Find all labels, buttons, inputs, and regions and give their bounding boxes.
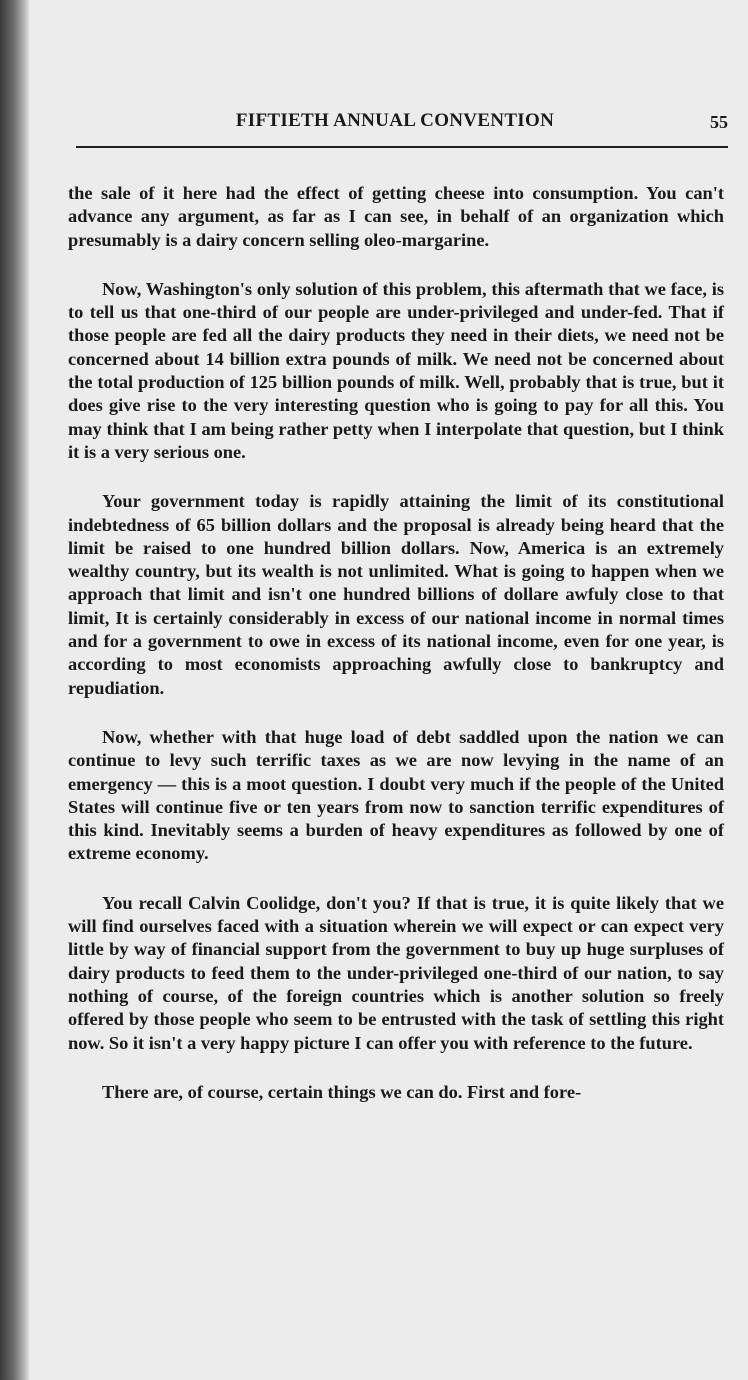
paragraph-3: Your government today is rapidly attaining the limit of its constitutional indebtedness of 65 billion dollars and the proposal is already being heard that the limit be raised to one hundred billion dollars. Now, America is an extremely wealthy country, but its wealth is not unlimited. What is going to happen when we approach that limit and isn't one hundred billions of dollare awfuly close to that limit, It is certainly considerably in excess of our national income in normal times and for a government to owe in excess of its national income, even for one year, is according to most economists approaching awfully close to bankruptcy and repudiation. xyxy=(68,491,724,698)
paragraph-6: There are, of course, certain things we can do. First and fore- xyxy=(102,1081,582,1102)
paragraph-4: Now, whether with that huge load of debt saddled upon the nation we can continue to levy such terrific taxes as we are now levying in the name of an emergency — this is a moot question. I doubt very much if the people of the United States will continue five or ten years from now to sanction terrific expenditures of this kind. Inevitably seems a burden of heavy expenditures as followed by one of extreme economy. xyxy=(68,726,724,864)
header-rule xyxy=(76,146,728,148)
page-header xyxy=(60,106,730,136)
paragraph-5: You recall Calvin Coolidge, don't you? If that is true, it is quite likely that we will find ourselves faced with a situation wherein we will expect or can expect very little by way of financial support from the government to buy up huge surpluses of dairy products to feed them to the under-privileged one-third of our nation, to say nothing of course, of the foreign countries which is another solution so freely offered by those people who seem to be entrusted with the task of settling this right now. So it isn't a very happy picture I can offer you with reference to the future. xyxy=(68,892,724,1053)
body-text xyxy=(68,182,724,1130)
paragraph-1: the sale of it here had the effect of getting cheese into consumption. You can't advance any argument, as far as I can see, in behalf of an organization which presumably is a dairy concern selling oleo-margarine. xyxy=(68,183,724,250)
book-binding-shadow xyxy=(0,0,30,1380)
running-title: FIFTIETH ANNUAL CONVENTION xyxy=(235,110,555,131)
page-number: 55 xyxy=(710,112,728,132)
paragraph-2: Now, Washington's only solution of this problem, this aftermath that we face, is to tell us that one-third of our people are under-privileged and under-fed. That if those people are fed all the dairy products they need in their diets, we need not be concerned about 14 billion extra pounds of milk. We need not be concerned about the total production of 125 billion pounds of milk. Well, probably that is true, but it does give rise to the very interesting question who is going to pay for all this. You may think that I am being rather petty when I interpolate that question, but I think it is a very serious one. xyxy=(68,278,724,462)
